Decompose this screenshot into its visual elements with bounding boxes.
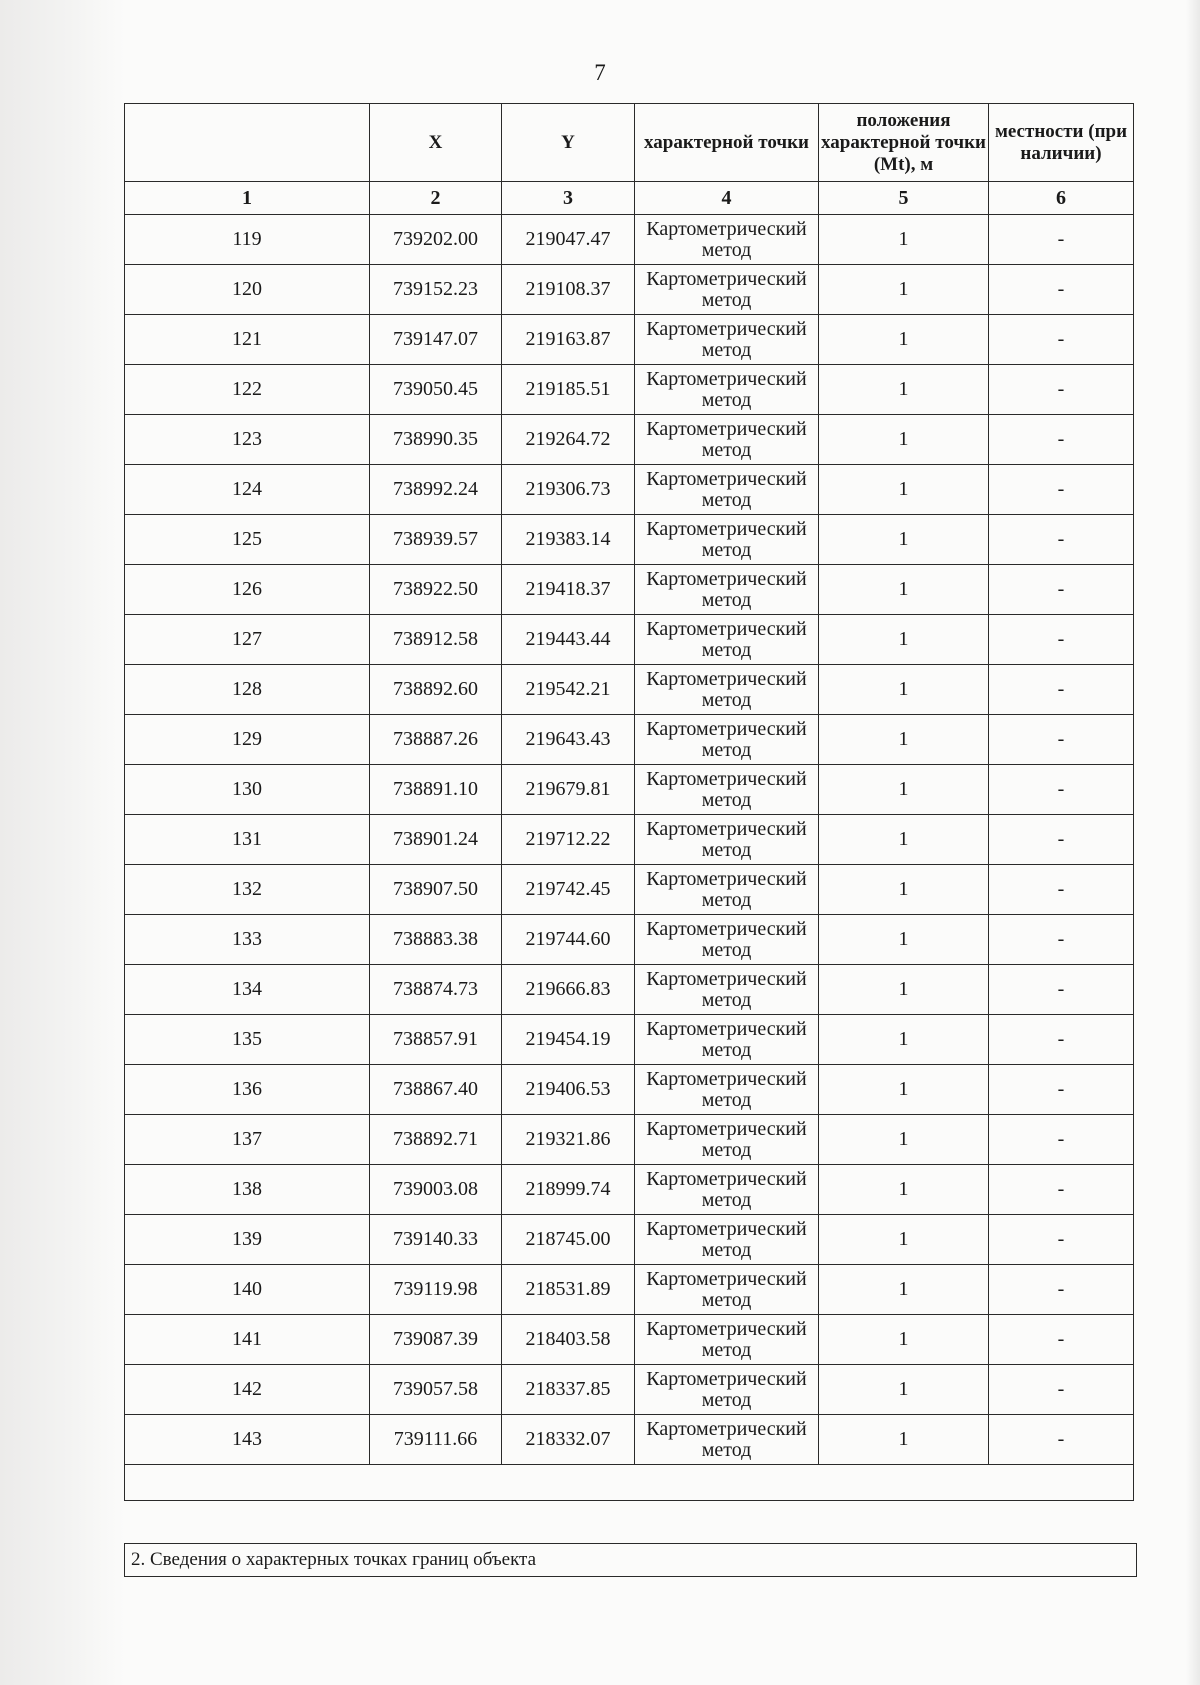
cell-x: 738883.38 bbox=[370, 915, 502, 965]
cell-method: Картометрический метод bbox=[635, 265, 819, 315]
cell-description: - bbox=[989, 365, 1134, 415]
cell-description: - bbox=[989, 865, 1134, 915]
cell-description: - bbox=[989, 1165, 1134, 1215]
cell-description: - bbox=[989, 915, 1134, 965]
column-number: 5 bbox=[819, 182, 989, 215]
cell-x: 739152.23 bbox=[370, 265, 502, 315]
cell-point-number: 138 bbox=[125, 1165, 370, 1215]
cell-method: Картометрический метод bbox=[635, 1315, 819, 1365]
header-point-number bbox=[125, 104, 370, 182]
column-number: 1 bbox=[125, 182, 370, 215]
cell-point-number: 123 bbox=[125, 415, 370, 465]
cell-description: - bbox=[989, 465, 1134, 515]
cell-y: 219542.21 bbox=[502, 665, 635, 715]
cell-method: Картометрический метод bbox=[635, 765, 819, 815]
cell-description: - bbox=[989, 615, 1134, 665]
cell-accuracy: 1 bbox=[819, 1165, 989, 1215]
cell-description: - bbox=[989, 815, 1134, 865]
section-title: 2. Сведения о характерных точках границ объекта bbox=[124, 1543, 1137, 1577]
cell-point-number: 132 bbox=[125, 865, 370, 915]
scan-shadow-left bbox=[0, 0, 125, 1685]
table-row bbox=[125, 1315, 1134, 1365]
table-row bbox=[125, 715, 1134, 765]
cell-y: 219264.72 bbox=[502, 415, 635, 465]
cell-point-number: 119 bbox=[125, 215, 370, 265]
cell-accuracy: 1 bbox=[819, 1015, 989, 1065]
cell-point-number: 127 bbox=[125, 615, 370, 665]
table-row bbox=[125, 415, 1134, 465]
cell-y: 219454.19 bbox=[502, 1015, 635, 1065]
cell-description: - bbox=[989, 1265, 1134, 1315]
scan-shadow-right bbox=[1186, 0, 1200, 1685]
cell-point-number: 125 bbox=[125, 515, 370, 565]
cell-method: Картометрический метод bbox=[635, 615, 819, 665]
cell-description: - bbox=[989, 515, 1134, 565]
cell-point-number: 120 bbox=[125, 265, 370, 315]
cell-x: 738939.57 bbox=[370, 515, 502, 565]
table-row bbox=[125, 1115, 1134, 1165]
cell-method: Картометрический метод bbox=[635, 215, 819, 265]
table-row bbox=[125, 215, 1134, 265]
table-row bbox=[125, 365, 1134, 415]
cell-point-number: 130 bbox=[125, 765, 370, 815]
table-row bbox=[125, 965, 1134, 1015]
cell-method: Картометрический метод bbox=[635, 315, 819, 365]
cell-accuracy: 1 bbox=[819, 1265, 989, 1315]
blank-cell bbox=[125, 1465, 1134, 1501]
table-row bbox=[125, 615, 1134, 665]
cell-point-number: 140 bbox=[125, 1265, 370, 1315]
cell-x: 739147.07 bbox=[370, 315, 502, 365]
cell-method: Картометрический метод bbox=[635, 1365, 819, 1415]
cell-x: 738912.58 bbox=[370, 615, 502, 665]
page-number: 7 bbox=[594, 60, 606, 85]
cell-point-number: 136 bbox=[125, 1065, 370, 1115]
cell-accuracy: 1 bbox=[819, 665, 989, 715]
cell-accuracy: 1 bbox=[819, 415, 989, 465]
header-description: местности (при наличии) bbox=[989, 104, 1134, 182]
table-row bbox=[125, 465, 1134, 515]
table-row bbox=[125, 1015, 1134, 1065]
cell-description: - bbox=[989, 765, 1134, 815]
cell-method: Картометрический метод bbox=[635, 565, 819, 615]
cell-y: 219306.73 bbox=[502, 465, 635, 515]
cell-point-number: 131 bbox=[125, 815, 370, 865]
cell-accuracy: 1 bbox=[819, 465, 989, 515]
cell-description: - bbox=[989, 1215, 1134, 1265]
table-row bbox=[125, 1215, 1134, 1265]
cell-y: 219643.43 bbox=[502, 715, 635, 765]
cell-point-number: 137 bbox=[125, 1115, 370, 1165]
cell-point-number: 122 bbox=[125, 365, 370, 415]
cell-y: 219108.37 bbox=[502, 265, 635, 315]
cell-accuracy: 1 bbox=[819, 515, 989, 565]
cell-description: - bbox=[989, 665, 1134, 715]
cell-point-number: 134 bbox=[125, 965, 370, 1015]
cell-y: 219742.45 bbox=[502, 865, 635, 915]
cell-point-number: 133 bbox=[125, 915, 370, 965]
cell-point-number: 128 bbox=[125, 665, 370, 715]
cell-x: 738892.71 bbox=[370, 1115, 502, 1165]
cell-y: 219047.47 bbox=[502, 215, 635, 265]
cell-accuracy: 1 bbox=[819, 215, 989, 265]
cell-y: 219383.14 bbox=[502, 515, 635, 565]
cell-description: - bbox=[989, 265, 1134, 315]
cell-point-number: 142 bbox=[125, 1365, 370, 1415]
header-accuracy: положения характерной точки (Mt), м bbox=[819, 104, 989, 182]
cell-accuracy: 1 bbox=[819, 1415, 989, 1465]
cell-accuracy: 1 bbox=[819, 815, 989, 865]
cell-accuracy: 1 bbox=[819, 1215, 989, 1265]
table-body bbox=[125, 215, 1134, 1501]
cell-accuracy: 1 bbox=[819, 615, 989, 665]
cell-x: 738990.35 bbox=[370, 415, 502, 465]
cell-method: Картометрический метод bbox=[635, 665, 819, 715]
cell-y: 219321.86 bbox=[502, 1115, 635, 1165]
cell-accuracy: 1 bbox=[819, 1115, 989, 1165]
table-row bbox=[125, 1365, 1134, 1415]
cell-x: 739003.08 bbox=[370, 1165, 502, 1215]
cell-y: 218745.00 bbox=[502, 1215, 635, 1265]
cell-x: 739140.33 bbox=[370, 1215, 502, 1265]
cell-x: 738892.60 bbox=[370, 665, 502, 715]
header-y: Y bbox=[502, 104, 635, 182]
cell-point-number: 143 bbox=[125, 1415, 370, 1465]
cell-y: 219744.60 bbox=[502, 915, 635, 965]
cell-x: 738867.40 bbox=[370, 1065, 502, 1115]
cell-description: - bbox=[989, 1365, 1134, 1415]
cell-point-number: 139 bbox=[125, 1215, 370, 1265]
cell-description: - bbox=[989, 315, 1134, 365]
cell-y: 219679.81 bbox=[502, 765, 635, 815]
table-row bbox=[125, 1265, 1134, 1315]
cell-method: Картометрический метод bbox=[635, 365, 819, 415]
cell-x: 739050.45 bbox=[370, 365, 502, 415]
cell-accuracy: 1 bbox=[819, 565, 989, 615]
cell-x: 738901.24 bbox=[370, 815, 502, 865]
cell-accuracy: 1 bbox=[819, 715, 989, 765]
table-blank-row bbox=[125, 1465, 1134, 1501]
cell-accuracy: 1 bbox=[819, 1065, 989, 1115]
cell-method: Картометрический метод bbox=[635, 1415, 819, 1465]
cell-y: 218403.58 bbox=[502, 1315, 635, 1365]
column-number-row bbox=[125, 182, 1134, 215]
cell-accuracy: 1 bbox=[819, 915, 989, 965]
cell-method: Картометрический метод bbox=[635, 465, 819, 515]
cell-description: - bbox=[989, 415, 1134, 465]
cell-y: 218531.89 bbox=[502, 1265, 635, 1315]
cell-description: - bbox=[989, 1415, 1134, 1465]
cell-x: 738891.10 bbox=[370, 765, 502, 815]
table-row bbox=[125, 565, 1134, 615]
table-row bbox=[125, 1065, 1134, 1115]
cell-point-number: 129 bbox=[125, 715, 370, 765]
table-row bbox=[125, 915, 1134, 965]
table-row bbox=[125, 1415, 1134, 1465]
cell-accuracy: 1 bbox=[819, 1365, 989, 1415]
cell-accuracy: 1 bbox=[819, 765, 989, 815]
cell-x: 739111.66 bbox=[370, 1415, 502, 1465]
coordinates-table bbox=[124, 103, 1134, 1501]
cell-method: Картометрический метод bbox=[635, 915, 819, 965]
cell-x: 739202.00 bbox=[370, 215, 502, 265]
cell-x: 738887.26 bbox=[370, 715, 502, 765]
cell-accuracy: 1 bbox=[819, 265, 989, 315]
column-number: 2 bbox=[370, 182, 502, 215]
cell-point-number: 141 bbox=[125, 1315, 370, 1365]
cell-description: - bbox=[989, 1115, 1134, 1165]
cell-x: 739057.58 bbox=[370, 1365, 502, 1415]
column-number: 3 bbox=[502, 182, 635, 215]
table-row bbox=[125, 1165, 1134, 1215]
cell-y: 219712.22 bbox=[502, 815, 635, 865]
cell-accuracy: 1 bbox=[819, 865, 989, 915]
cell-x: 738857.91 bbox=[370, 1015, 502, 1065]
cell-y: 219443.44 bbox=[502, 615, 635, 665]
column-number: 4 bbox=[635, 182, 819, 215]
cell-point-number: 124 bbox=[125, 465, 370, 515]
cell-description: - bbox=[989, 715, 1134, 765]
table-row bbox=[125, 865, 1134, 915]
cell-y: 219185.51 bbox=[502, 365, 635, 415]
cell-method: Картометрический метод bbox=[635, 815, 819, 865]
cell-description: - bbox=[989, 1065, 1134, 1115]
table-row bbox=[125, 665, 1134, 715]
table-row bbox=[125, 765, 1134, 815]
cell-y: 218337.85 bbox=[502, 1365, 635, 1415]
table-row bbox=[125, 265, 1134, 315]
table-row bbox=[125, 515, 1134, 565]
cell-method: Картометрический метод bbox=[635, 1265, 819, 1315]
cell-x: 738907.50 bbox=[370, 865, 502, 915]
cell-x: 739087.39 bbox=[370, 1315, 502, 1365]
cell-x: 738922.50 bbox=[370, 565, 502, 615]
cell-y: 218999.74 bbox=[502, 1165, 635, 1215]
cell-method: Картометрический метод bbox=[635, 865, 819, 915]
cell-method: Картометрический метод bbox=[635, 1015, 819, 1065]
cell-y: 219163.87 bbox=[502, 315, 635, 365]
cell-method: Картометрический метод bbox=[635, 1065, 819, 1115]
cell-method: Картометрический метод bbox=[635, 1115, 819, 1165]
cell-y: 219666.83 bbox=[502, 965, 635, 1015]
header-row bbox=[125, 104, 1134, 182]
cell-accuracy: 1 bbox=[819, 1315, 989, 1365]
cell-description: - bbox=[989, 965, 1134, 1015]
cell-description: - bbox=[989, 1015, 1134, 1065]
cell-y: 218332.07 bbox=[502, 1415, 635, 1465]
cell-method: Картометрический метод bbox=[635, 715, 819, 765]
cell-method: Картометрический метод bbox=[635, 965, 819, 1015]
cell-method: Картометрический метод bbox=[635, 415, 819, 465]
cell-point-number: 121 bbox=[125, 315, 370, 365]
cell-description: - bbox=[989, 215, 1134, 265]
cell-description: - bbox=[989, 565, 1134, 615]
cell-y: 219418.37 bbox=[502, 565, 635, 615]
cell-accuracy: 1 bbox=[819, 965, 989, 1015]
cell-accuracy: 1 bbox=[819, 365, 989, 415]
cell-x: 738992.24 bbox=[370, 465, 502, 515]
header-x: X bbox=[370, 104, 502, 182]
table-row bbox=[125, 315, 1134, 365]
cell-accuracy: 1 bbox=[819, 315, 989, 365]
table-row bbox=[125, 815, 1134, 865]
cell-point-number: 135 bbox=[125, 1015, 370, 1065]
cell-method: Картометрический метод bbox=[635, 1215, 819, 1265]
cell-method: Картометрический метод bbox=[635, 1165, 819, 1215]
column-number: 6 bbox=[989, 182, 1134, 215]
header-method: характерной точки bbox=[635, 104, 819, 182]
cell-y: 219406.53 bbox=[502, 1065, 635, 1115]
cell-x: 739119.98 bbox=[370, 1265, 502, 1315]
cell-method: Картометрический метод bbox=[635, 515, 819, 565]
cell-description: - bbox=[989, 1315, 1134, 1365]
cell-point-number: 126 bbox=[125, 565, 370, 615]
cell-x: 738874.73 bbox=[370, 965, 502, 1015]
